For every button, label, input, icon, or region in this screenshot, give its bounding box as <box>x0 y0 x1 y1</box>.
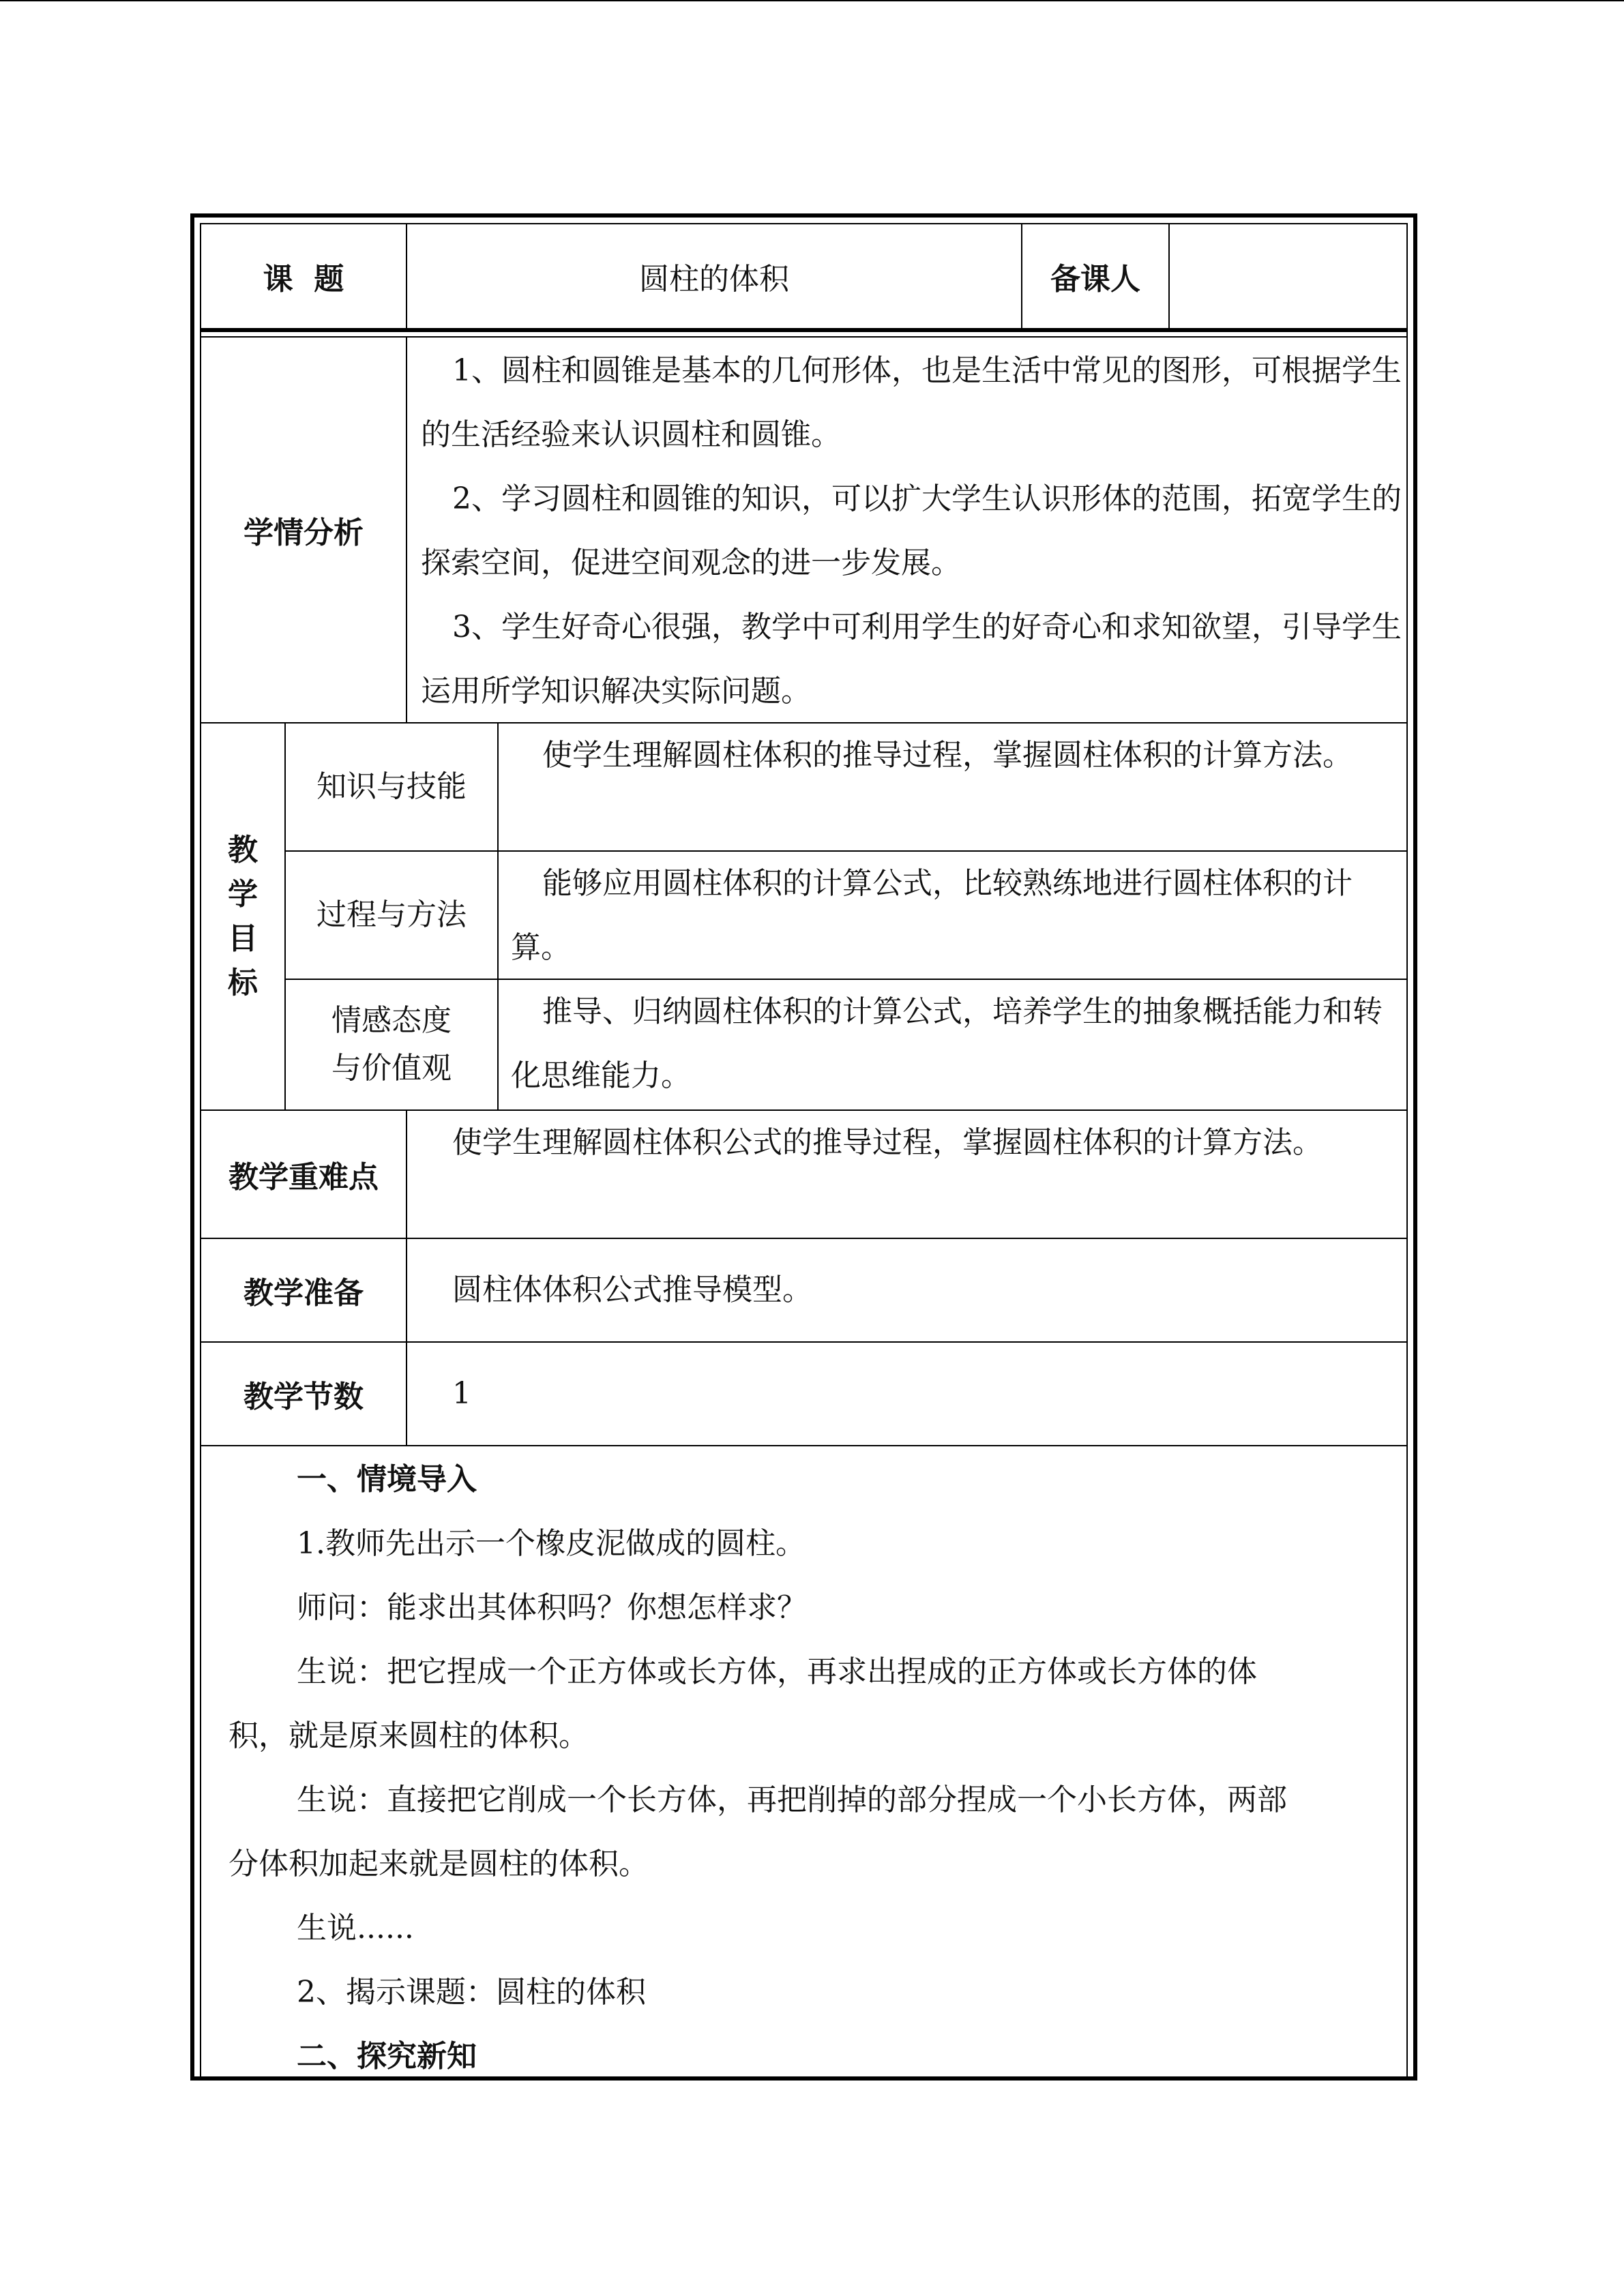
section-title-explore: 二、探究新知 <box>297 2039 477 2074</box>
divider <box>406 1111 407 1238</box>
topic-label-cell: 课 题 <box>263 262 344 297</box>
divider <box>406 338 407 722</box>
top-rule <box>0 0 1624 1</box>
objectives-label: 教学目标 <box>228 833 258 1000</box>
divider <box>497 724 499 1109</box>
preparation-content-cell <box>421 1239 1403 1341</box>
lesson-line: 师问：能求出其体积吗？你想怎样求？ <box>297 1590 807 1625</box>
periods-label-cell: 教学节数 <box>243 1380 364 1414</box>
preparation-label-cell: 教学准备 <box>243 1276 364 1311</box>
objective-text: 推导、归纳圆柱体积的计算公式，培养学生的抽象概括能力和转化思维能力。 <box>511 994 1383 1093</box>
preparer-label-cell: 备课人 <box>1050 262 1140 297</box>
lesson-line: 分体积加起来就是圆柱的体积。 <box>228 1847 649 1881</box>
objective-text-knowledge <box>511 724 1404 850</box>
objective-text-process <box>511 852 1404 979</box>
lesson-line: 生说：直接把它削成一个长方体，再把削掉的部分捏成一个小长方体，两部 <box>297 1783 1287 1817</box>
analysis-paragraph-3: 3、学生好奇心很强，教学中可利用学生的好奇心和求知欲望，引导学生运用所学知识解决实际问题。 <box>421 610 1402 709</box>
divider <box>406 1239 407 1341</box>
analysis-paragraph-2: 2、学习圆柱和圆锥的知识，可以扩大学生认识形体的范围，拓宽学生的探索空间，促进空间观念的进一步发展。 <box>421 481 1402 580</box>
keypoints-content-cell <box>421 1111 1403 1238</box>
keypoints-text: 使学生理解圆柱体积公式的推导过程，掌握圆柱体积的计算方法。 <box>452 1125 1323 1160</box>
header-divider <box>201 328 1406 332</box>
objective-label-knowledge: 知识与技能 <box>316 769 467 804</box>
preparer-value-cell[interactable] <box>1170 224 1412 328</box>
lesson-line: 生说...... <box>297 1911 414 1945</box>
lesson-line: 生说：把它捏成一个正方体或长方体，再求出捏成的正方体或长方体的体 <box>297 1654 1257 1689</box>
lesson-plan-table <box>190 213 1417 2081</box>
lesson-process-cell <box>201 1446 1412 2081</box>
table-inner-border <box>200 223 1408 2076</box>
lesson-line: 积，就是原来圆柱的体积。 <box>228 1718 589 1753</box>
objective-text: 能够应用圆柱体积的计算公式，比较熟练地进行圆柱体积的计算。 <box>511 866 1353 965</box>
preparation-text: 圆柱体体积公式推导模型。 <box>452 1272 812 1307</box>
objectives-label-cell <box>201 724 284 1109</box>
periods-content-cell <box>421 1343 1403 1445</box>
objective-label-process: 过程与方法 <box>316 897 467 932</box>
periods-value: 1 <box>452 1376 471 1411</box>
objective-text: 使学生理解圆柱体积的推导过程，掌握圆柱体积的计算方法。 <box>542 738 1353 773</box>
objective-text-attitude <box>511 980 1404 1109</box>
topic-value-cell: 圆柱的体积 <box>639 262 789 297</box>
lesson-line: 2、揭示课题：圆柱的体积 <box>297 1975 646 2010</box>
divider <box>406 1343 407 1445</box>
lesson-line: 1.教师先出示一个橡皮泥做成的圆柱。 <box>297 1526 806 1561</box>
section-title-introduction: 一、情境导入 <box>297 1462 477 1497</box>
analysis-paragraph-1: 1、圆柱和圆锥是基本的几何形体，也是生活中常见的图形，可根据学生的生活经验来认识圆柱和圆锥。 <box>421 353 1402 452</box>
keypoints-label-cell: 教学重难点 <box>228 1160 379 1195</box>
analysis-label-cell: 学情分析 <box>243 516 364 550</box>
objective-label-attitude: 情感态度与价值观 <box>331 1003 452 1086</box>
analysis-content-cell <box>421 338 1403 722</box>
